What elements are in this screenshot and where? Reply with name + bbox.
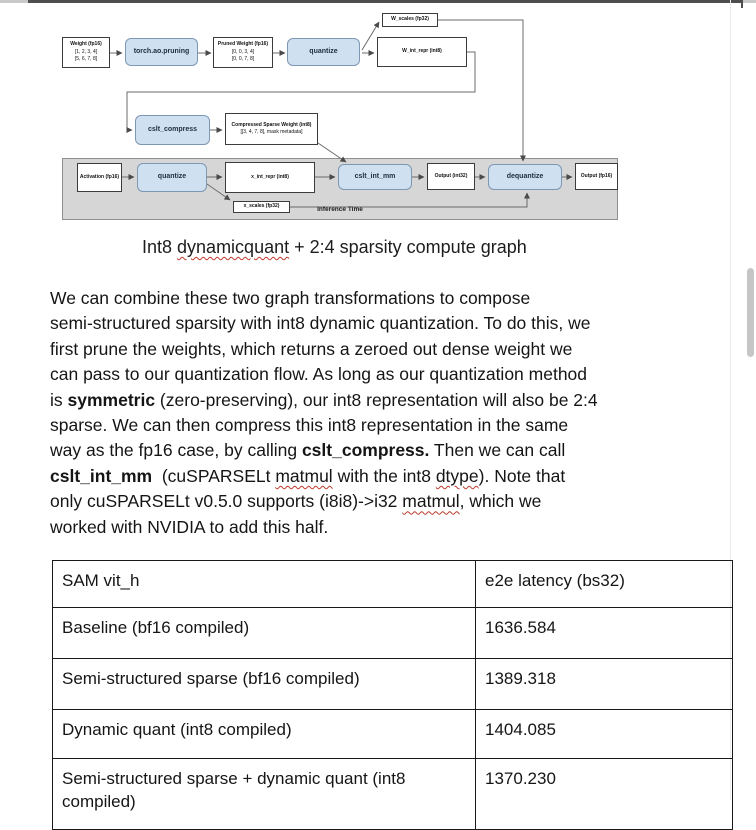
activation-box [77, 163, 122, 192]
box-label-line: [0, 0, 7, 8] [231, 56, 255, 63]
paragraph-line [50, 413, 730, 438]
box-label-line: quantize [157, 173, 187, 181]
bold-term: cslt_compress. [301, 440, 430, 461]
table-header-row [53, 561, 733, 608]
compressed-sparse-weight-box [225, 113, 318, 145]
text-run: only cuSPARSELt v0.5.0 supports (i8i8)->i32 [50, 491, 403, 512]
text-run: We can combine these two graph transformations to compose [50, 288, 531, 308]
paragraph-line [50, 489, 730, 514]
table-header-cell: SAM vit_h [53, 561, 476, 608]
table-row [53, 759, 733, 830]
table-cell: Dynamic quant (int8 compiled) [53, 710, 476, 759]
box-label-line: cslt_int_mm [354, 172, 396, 180]
box-label-line: Compressed Sparse Weight (int8) [231, 121, 312, 128]
table-row [53, 659, 733, 710]
text-run: Int8 [142, 237, 178, 257]
text-run: (cuSPARSELt [152, 465, 276, 486]
diagram-connectors [0, 0, 756, 228]
misspelled-word: dynamicquant [177, 237, 290, 257]
box-label-line: [1, 2, 3, 4] [74, 48, 98, 55]
paragraph-line [50, 464, 730, 489]
dequantize-box [488, 164, 562, 190]
text-run: , which we [459, 491, 542, 512]
text-run: semi-structured sparsity with int8 dynamic quantization. To do this, we [50, 313, 591, 334]
torch-ao-pruning-box [125, 38, 198, 66]
cslt-int-mm-box [338, 164, 412, 190]
inference-time-label: Inference Time [317, 206, 363, 213]
table-row [53, 710, 733, 759]
text-run: sparse. We can then compress this int8 representation in the same [50, 415, 569, 436]
text-run: ). Note that [478, 465, 566, 486]
box-label-line: [[3, 4, 7, 8], mask metadata] [240, 129, 303, 135]
box-label-line: x_scales (fp32) [243, 203, 280, 210]
paragraph-line [50, 286, 730, 311]
misspelled-word: matmul [275, 465, 333, 486]
table-cell: Semi-structured sparse + dynamic quant (int8 compiled) [53, 759, 476, 830]
table-cell: Baseline (bf16 compiled) [53, 608, 476, 659]
quantize-weight-box [287, 38, 360, 66]
scrollbar-thumb[interactable] [747, 268, 754, 357]
body-paragraph [50, 286, 730, 540]
paragraph-line [50, 438, 730, 463]
text-run: with the int8 [332, 465, 436, 486]
w-int-repr-box [377, 37, 467, 67]
bold-term: symmetric [67, 389, 156, 410]
box-label-line: dequantize [506, 172, 544, 180]
paragraph-line [50, 388, 730, 413]
box-label-line: x_int_repr (int8) [251, 173, 289, 180]
table-cell: 1389.318 [476, 659, 733, 710]
misspelled-word: matmul [402, 491, 460, 512]
box-label-line: Pruned Weight (fp16) [217, 41, 269, 48]
table-cell: Semi-structured sparse (bf16 compiled) [53, 659, 476, 710]
table-row [53, 608, 733, 659]
paragraph-line [50, 337, 730, 362]
paragraph-line [50, 362, 730, 387]
paragraph-line [50, 515, 730, 540]
text-run: Then we can call [429, 440, 566, 461]
text-run: can pass to our quantization flow. As long as our quantization method [50, 364, 588, 385]
box-label-line: cslt_compress [147, 125, 198, 133]
output-fp16-box [575, 163, 618, 190]
pruned-weight-box [213, 37, 273, 68]
misspelled-word: dtype [435, 465, 479, 486]
box-label-line: [5, 6, 7, 8] [74, 56, 98, 63]
box-label-line: Output (int32) [434, 172, 468, 179]
bold-term: cslt_int_mm [50, 465, 153, 486]
x-int-repr-box [225, 162, 315, 193]
text-run: worked with NVIDIA to add this half. [50, 516, 329, 537]
table-header-cell: e2e latency (bs32) [476, 561, 733, 608]
figure-caption [142, 237, 527, 258]
text-run: (zero-preserving), our int8 representation will also be 2:4 [155, 389, 598, 410]
table-cell: 1370.230 [476, 759, 733, 830]
output-int32-box [427, 163, 475, 190]
cslt-compress-box [135, 115, 210, 145]
text-run: way as the fp16 case, by calling [50, 440, 302, 461]
paragraph-line [50, 311, 730, 336]
text-run: + 2:4 sparsity compute graph [289, 237, 527, 257]
box-label-line: Output (fp16) [580, 172, 613, 179]
latency-table [52, 560, 733, 830]
box-label-line: W_int_repr (int8) [402, 48, 442, 55]
box-label-line: Activation (fp16) [79, 173, 120, 180]
quantize-activation-box [137, 163, 207, 192]
w-scales-box [382, 13, 438, 27]
compute-graph-figure [0, 0, 756, 228]
table-cell: 1404.085 [476, 710, 733, 759]
text-run: first prune the weights, which returns a zeroed out dense weight we [50, 338, 573, 359]
box-label-line: torch.ao.pruning [133, 47, 190, 55]
box-label-line: W_scales (fp32) [391, 16, 429, 23]
text-run: is [50, 389, 68, 410]
table-cell: 1636.584 [476, 608, 733, 659]
box-label-line: Weight (fp16) [70, 41, 102, 48]
box-label-line: quantize [309, 47, 338, 55]
box-label-line: [0, 0, 3, 4] [231, 48, 255, 55]
weight-box [62, 37, 110, 68]
